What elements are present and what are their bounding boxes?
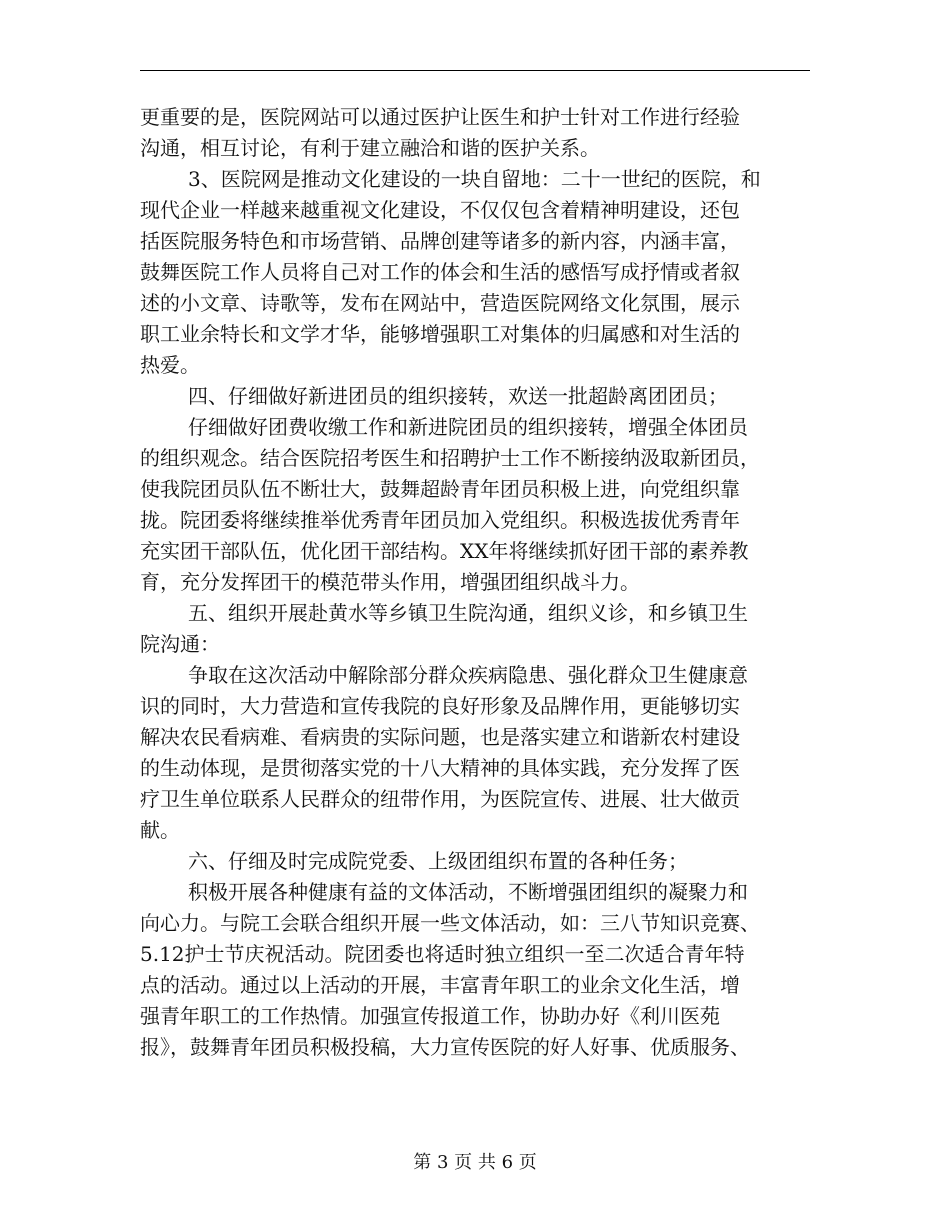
text-line: 向心力。与院工会联合组织开展一些文体活动，如：三八节知识竞赛、 [140,911,760,935]
page-number-footer: 第 3 页 共 6 页 [413,1152,537,1173]
text-line: 报》，鼓舞青年团员积极投稿，大力宣传医院的好人好事、优质服务、 [140,1035,750,1059]
document-body [140,102,810,1063]
text-line: 仔细做好团费收缴工作和新进院团员的组织接转，增强全体团员 [188,415,748,439]
text-line: 强青年职工的工作热情。加强宣传报道工作，协助办好《利川医苑 [140,1004,720,1028]
text-line: 解决农民看病难、看病贵的实际问题，也是落实建立和谐新农村建设 [140,725,740,749]
text-line: 3、医院网是推动文化建设的一块自留地：二十一世纪的医院，和 [188,167,761,191]
text-line: 争取在这次活动中解除部分群众疾病隐患、强化群众卫生健康意 [188,663,748,687]
text-line: 热爱。 [140,353,200,377]
text-line: 疗卫生单位联系人民群众的纽带作用，为医院宣传、进展、壮大做贡 [140,787,740,811]
text-line: 六、仔细及时完成院党委、上级团组织布置的各种任务； [188,849,688,873]
text-line: 现代企业一样越来越重视文化建设，不仅仅包含着精神明建设，还包 [140,198,740,222]
text-line: 点的活动。通过以上活动的开展，丰富青年职工的业余文化生活，增 [140,973,740,997]
text-line: 更重要的是，医院网站可以通过医护让医生和护士针对工作进行经验 [140,105,740,129]
text-line: 四、仔细做好新进团员的组织接转，欢送一批超龄离团团员； [188,384,728,408]
text-line: 5.12护士节庆祝活动。院团委也将适时独立组织一至二次适合青年特 [140,942,745,966]
text-line: 院沟通： [140,632,220,656]
text-line: 使我院团员队伍不断壮大，鼓舞超龄青年团员积极上进，向党组织靠 [140,477,740,501]
text-line: 献。 [140,818,180,842]
text-line: 述的小文章、诗歌等，发布在网站中，营造医院网络文化氛围，展示 [140,291,740,315]
text-line: 积极开展各种健康有益的文体活动，不断增强团组织的凝聚力和 [188,880,748,904]
text-line: 五、组织开展赴黄水等乡镇卫生院沟通，组织义诊，和乡镇卫生 [188,601,748,625]
text-line: 鼓舞医院工作人员将自己对工作的体会和生活的感悟写成抒情或者叙 [140,260,740,284]
header-rule [140,70,810,71]
text-line: 拢。院团委将继续推举优秀青年团员加入党组织。积极选拔优秀青年 [140,508,740,532]
text-line: 识的同时，大力营造和宣传我院的良好形象及品牌作用，更能够切实 [140,694,740,718]
text-line: 充实团干部队伍，优化团干部结构。XX年将继续抓好团干部的素养教 [140,539,749,563]
text-line: 括医院服务特色和市场营销、品牌创建等诸多的新内容，内涵丰富， [140,229,740,253]
text-line: 沟通，相互讨论，有利于建立融洽和谐的医护关系。 [140,136,600,160]
text-line: 育，充分发挥团干的模范带头作用，增强团组织战斗力。 [140,570,640,594]
text-line: 的组织观念。结合医院招考医生和招聘护士工作不断接纳汲取新团员， [140,446,760,470]
text-line: 职工业余特长和文学才华，能够增强职工对集体的归属感和对生活的 [140,322,740,346]
text-line: 的生动体现，是贯彻落实党的十八大精神的具体实践，充分发挥了医 [140,756,740,780]
